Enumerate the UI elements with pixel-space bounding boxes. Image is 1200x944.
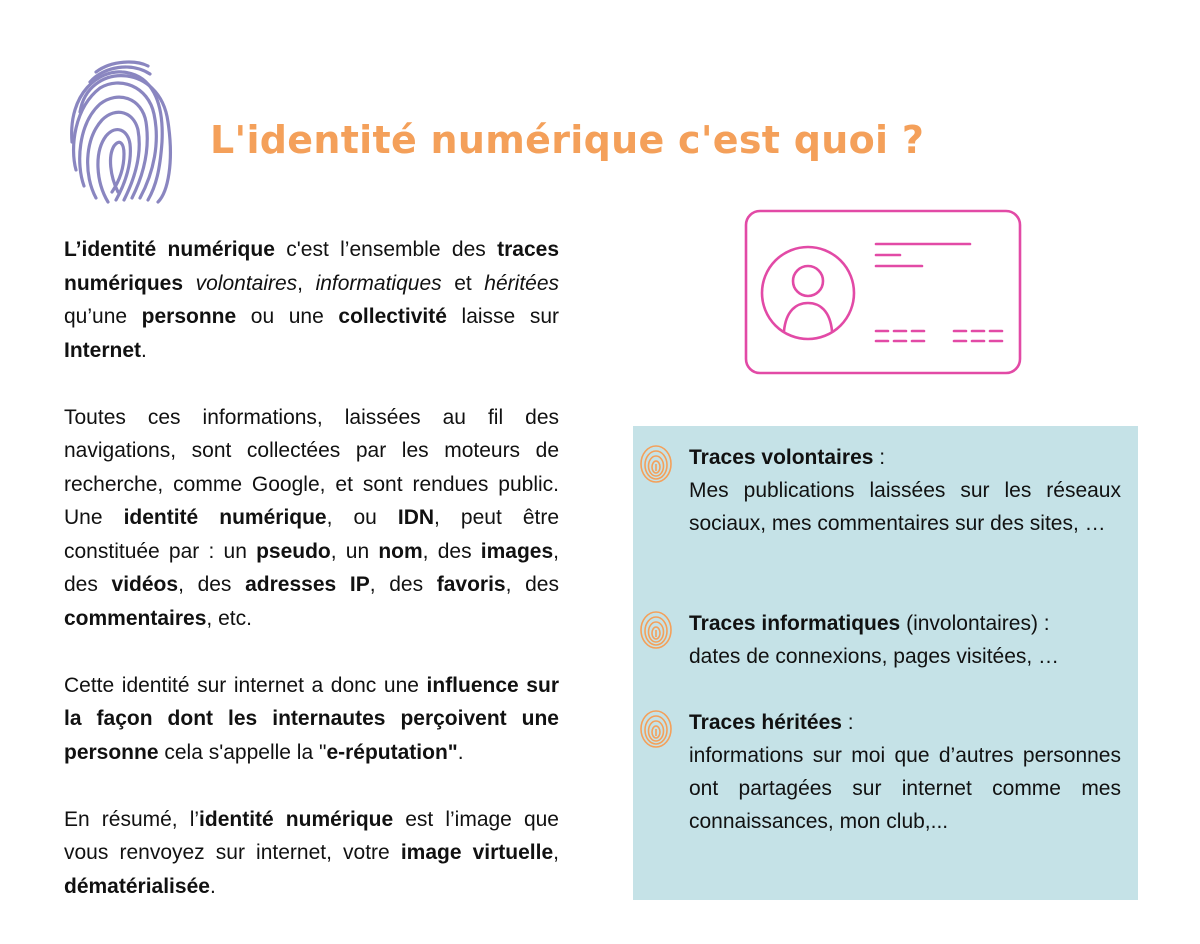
trace-heritees-heading: Traces héritées : bbox=[689, 711, 854, 734]
intro-paragraph-reputation: Cette identité sur internet a donc une influence sur la façon dont les internautes perçoivent une personne cela s'appelle la "e-réputation". bbox=[64, 673, 559, 764]
intro-paragraph-definition: L’identité numérique c'est l’ensemble des traces numériques volontaires, informatiques et héritées qu’une personne ou une collectivité laisse sur Internet. bbox=[64, 238, 560, 362]
intro-paragraph-collection: Toutes ces informations, laissées au fil des navigations, sont collectées par les moteurs de recherche, comme Google, et sont rendues public. Une identité numérique, ou IDN, peut être constituée par : un pseudo, un nom, des images, des vidéos, des adresses IP, des favoris, des commentaires, etc. bbox=[64, 405, 559, 630]
trace-informatiques-description: dates de connexions, pages visitées, … bbox=[689, 645, 1060, 668]
intro-paragraph-summary: En résumé, l’identité numérique est l’image que vous renvoyez sur internet, votre image virtuelle, dématérialisée. bbox=[64, 807, 560, 898]
page-title: L'identité numérique c'est quoi ? bbox=[210, 118, 925, 162]
trace-heritees-description: informations sur moi que d’autres personnes ont partagées sur internet comme mes connaissances, mon club,... bbox=[689, 744, 1121, 833]
trace-informatiques bbox=[689, 607, 1121, 673]
trace-volontaires-heading: Traces volontaires : bbox=[689, 446, 886, 469]
id-card-icon bbox=[742, 207, 1024, 377]
fingerprint-icon bbox=[639, 444, 673, 484]
fingerprint-icon bbox=[60, 52, 180, 212]
fingerprint-icon bbox=[639, 709, 673, 749]
trace-heritees bbox=[689, 706, 1121, 838]
trace-informatiques-heading: Traces informatiques (involontaires) : bbox=[689, 612, 1050, 635]
fingerprint-icon bbox=[639, 610, 673, 650]
traces-panel bbox=[633, 426, 1138, 900]
trace-volontaires bbox=[689, 441, 1121, 540]
intro-text bbox=[64, 233, 559, 903]
trace-volontaires-description: Mes publications laissées sur les réseaux sociaux, mes commentaires sur des sites, … bbox=[689, 479, 1121, 535]
